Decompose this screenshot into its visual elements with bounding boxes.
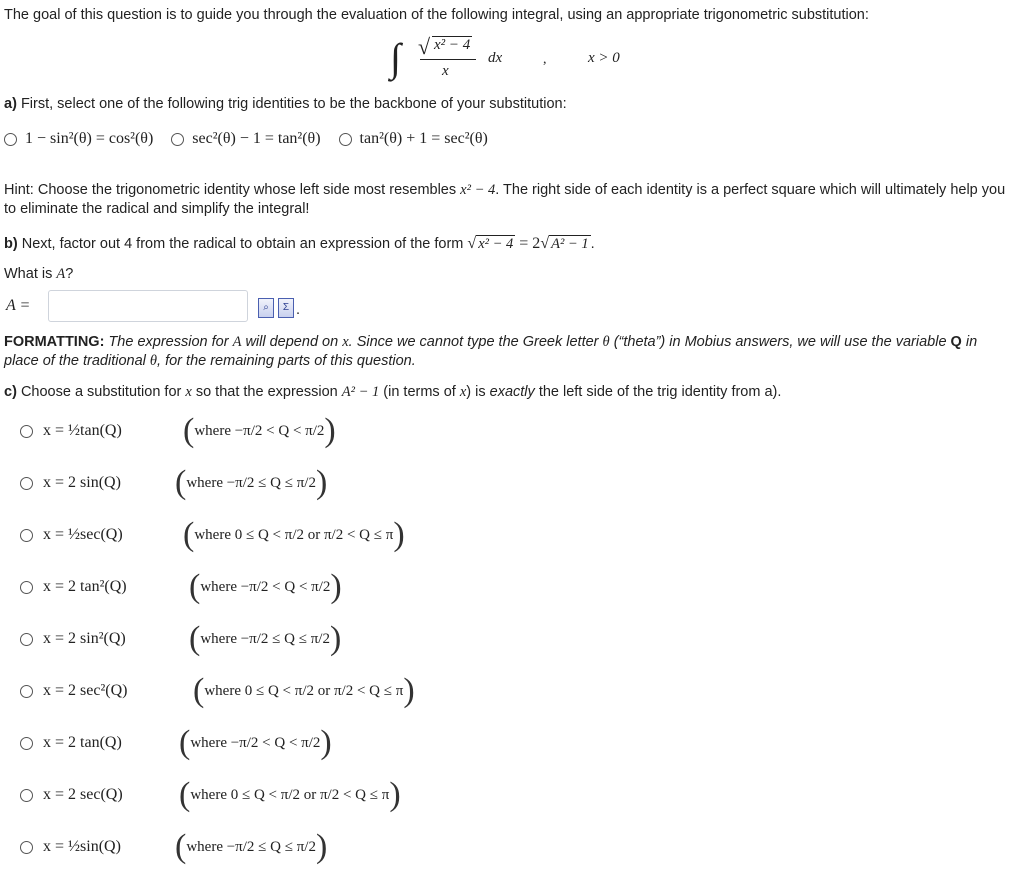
paren-open: ( <box>179 724 191 761</box>
hint-text-2: . The right side of each identity is a perfect square which will ultimately help you to eliminate the radical and simplify the integral! <box>4 182 1006 217</box>
part-a-text: First, select one of the following trig identities to be the backbone of your substitution: <box>20 96 567 112</box>
paren-open: ( <box>189 620 201 657</box>
paren-open: ( <box>183 516 195 553</box>
formatting-text-2: will depend on <box>245 334 339 350</box>
substitution-option-9[interactable] <box>20 830 327 864</box>
substitution-where-5: where −π/2 ≤ Q ≤ π/2 <box>200 630 330 647</box>
part-b-question-var: A <box>56 266 66 282</box>
integral-fraction <box>418 36 476 84</box>
answer-label: A = <box>6 297 31 314</box>
identity-radio-3[interactable] <box>339 133 352 146</box>
part-b-question-end: ? <box>65 266 74 282</box>
substitution-radio-9[interactable] <box>20 841 33 854</box>
formatting-note <box>4 333 1014 371</box>
substitution-radio-1[interactable] <box>20 425 33 438</box>
substitution-where-3: where 0 ≤ Q < π/2 or π/2 < Q ≤ π <box>194 526 394 543</box>
paren-close: ) <box>389 776 401 813</box>
integral-sign: ∫ <box>390 35 401 80</box>
substitution-where-8: where 0 ≤ Q < π/2 or π/2 < Q ≤ π <box>190 786 390 803</box>
part-c-text-1: Choose a substitution for <box>20 384 182 400</box>
substitution-option-6[interactable] <box>20 674 415 708</box>
hint-expression: x² − 4 <box>460 182 496 198</box>
intro-text: The goal of this question is to guide you through the evaluation of the following integral, using an appropriate trigonometric substitution: <box>4 7 869 23</box>
substitution-radio-6[interactable] <box>20 685 33 698</box>
substitution-expr-9: x = ½sin(Q) <box>43 838 121 855</box>
substitution-expr-5: x = 2 sin²(Q) <box>43 630 126 647</box>
substitution-expr-3: x = ½sec(Q) <box>43 526 123 543</box>
part-c-text-4: ) is <box>466 384 486 400</box>
substitution-radio-4[interactable] <box>20 581 33 594</box>
part-b-radical-2: √ <box>540 235 550 252</box>
paren-open: ( <box>189 568 201 605</box>
integral-condition: x > 0 <box>588 50 620 66</box>
paren-open: ( <box>183 412 195 449</box>
substitution-radio-5[interactable] <box>20 633 33 646</box>
substitution-option-3[interactable] <box>20 518 405 552</box>
part-c-var-x: x <box>185 384 192 400</box>
formatting-text-1: The expression for <box>108 334 229 350</box>
identity-option-3: tan²(θ) + 1 = sec²(θ) <box>359 130 488 147</box>
part-c-exactly: exactly <box>489 384 535 400</box>
formatting-label: FORMATTING: <box>4 334 105 350</box>
identity-option-1: 1 − sin²(θ) = cos²(θ) <box>25 130 154 147</box>
part-b-question <box>4 265 73 283</box>
formatting-theta-2: θ <box>149 353 158 369</box>
paren-open: ( <box>175 828 187 865</box>
part-b-end: . <box>590 236 595 252</box>
formatting-text-3: . Since we cannot type the Greek letter <box>348 334 599 350</box>
formatting-text-5: in place of the traditional <box>4 334 978 369</box>
formatting-theta: θ <box>602 334 610 350</box>
substitution-option-1[interactable] <box>20 414 336 448</box>
after-icons-period: . <box>296 302 301 318</box>
radical-sign: √ <box>418 34 431 59</box>
substitution-where-7: where −π/2 < Q < π/2 <box>190 734 321 751</box>
paren-open: ( <box>175 464 187 501</box>
part-b-question-text: What is <box>4 266 53 282</box>
equation-editor-icon[interactable]: Σ <box>278 298 294 318</box>
part-c-text-3: (in terms of <box>383 384 456 400</box>
substitution-option-7[interactable] <box>20 726 332 760</box>
integral-separator: , <box>543 52 547 67</box>
substitution-radio-7[interactable] <box>20 737 33 750</box>
identity-radio-1[interactable] <box>4 133 17 146</box>
paren-close: ) <box>393 516 405 553</box>
part-c-prompt <box>4 383 781 401</box>
part-b-expr-left: x² − 4 <box>478 236 514 252</box>
part-a-options <box>4 126 488 152</box>
substitution-where-9: where −π/2 ≤ Q ≤ π/2 <box>186 838 316 855</box>
formatting-text-4: (“theta”) in Mobius answers, we will use the variable <box>613 334 947 350</box>
substitution-where-4: where −π/2 < Q < π/2 <box>200 578 331 595</box>
integral-display <box>388 34 658 86</box>
substitution-option-8[interactable] <box>20 778 401 812</box>
substitution-where-2: where −π/2 ≤ Q ≤ π/2 <box>186 474 316 491</box>
part-b-text: Next, factor out 4 from the radical to obtain an expression of the form <box>21 236 464 252</box>
formatting-text-6: , for the remaining parts of this question. <box>157 353 416 369</box>
integral-numerator: x² − 4 <box>434 37 471 53</box>
paren-close: ) <box>330 568 342 605</box>
substitution-expr-6: x = 2 sec²(Q) <box>43 682 128 699</box>
substitution-expr-2: x = 2 sin(Q) <box>43 474 121 491</box>
part-c-text-5: the left side of the trig identity from a). <box>538 384 782 400</box>
substitution-expr-4: x = 2 tan²(Q) <box>43 578 127 595</box>
paren-open: ( <box>193 672 205 709</box>
identity-option-2: sec²(θ) − 1 = tan²(θ) <box>192 130 321 147</box>
part-c-label: c) <box>4 384 17 400</box>
integral-differential: dx <box>488 50 503 66</box>
paren-close: ) <box>403 672 415 709</box>
substitution-option-4[interactable] <box>20 570 342 604</box>
part-b-label: b) <box>4 236 18 252</box>
substitution-radio-3[interactable] <box>20 529 33 542</box>
paren-close: ) <box>315 828 328 865</box>
substitution-option-5[interactable] <box>20 622 341 656</box>
hint-text <box>4 181 1014 219</box>
paren-close: ) <box>324 412 336 449</box>
part-b-expr-mid: = 2 <box>515 235 541 252</box>
part-a-prompt <box>4 95 567 113</box>
substitution-expr-7: x = 2 tan(Q) <box>43 734 122 751</box>
part-c-var-x-2: x <box>459 384 467 400</box>
formatting-q: Q <box>950 334 962 350</box>
substitution-radio-2[interactable] <box>20 477 33 490</box>
answer-a-input[interactable] <box>48 290 248 322</box>
fraction-bar <box>420 59 476 60</box>
paren-open: ( <box>179 776 191 813</box>
part-c-expr: A² − 1 <box>341 384 380 400</box>
part-b-prompt <box>4 235 595 253</box>
substitution-where-1: where −π/2 < Q < π/2 <box>194 422 325 439</box>
substitution-option-2[interactable] <box>20 466 327 500</box>
substitution-expr-8: x = 2 sec(Q) <box>43 786 123 803</box>
part-c-text-2: so that the expression <box>195 384 338 400</box>
formatting-var-a: A <box>232 334 242 350</box>
substitution-radio-8[interactable] <box>20 789 33 802</box>
paren-close: ) <box>329 620 342 657</box>
paren-close: ) <box>315 464 328 501</box>
paren-close: ) <box>320 724 332 761</box>
preview-icon[interactable]: ⌕ <box>258 298 274 318</box>
substitution-expr-1: x = ½tan(Q) <box>43 422 122 439</box>
substitution-where-6: where 0 ≤ Q < π/2 or π/2 < Q ≤ π <box>204 682 404 699</box>
identity-radio-2[interactable] <box>171 133 184 146</box>
part-b-expr-right: A² − 1 <box>551 236 589 252</box>
formatting-var-x: x <box>342 334 349 350</box>
part-b-radical-1: √ <box>467 235 477 252</box>
part-a-label: a) <box>4 96 17 112</box>
integral-denominator: x <box>442 63 449 79</box>
hint-text-1: Hint: Choose the trigonometric identity whose left side most resembles <box>4 182 457 198</box>
